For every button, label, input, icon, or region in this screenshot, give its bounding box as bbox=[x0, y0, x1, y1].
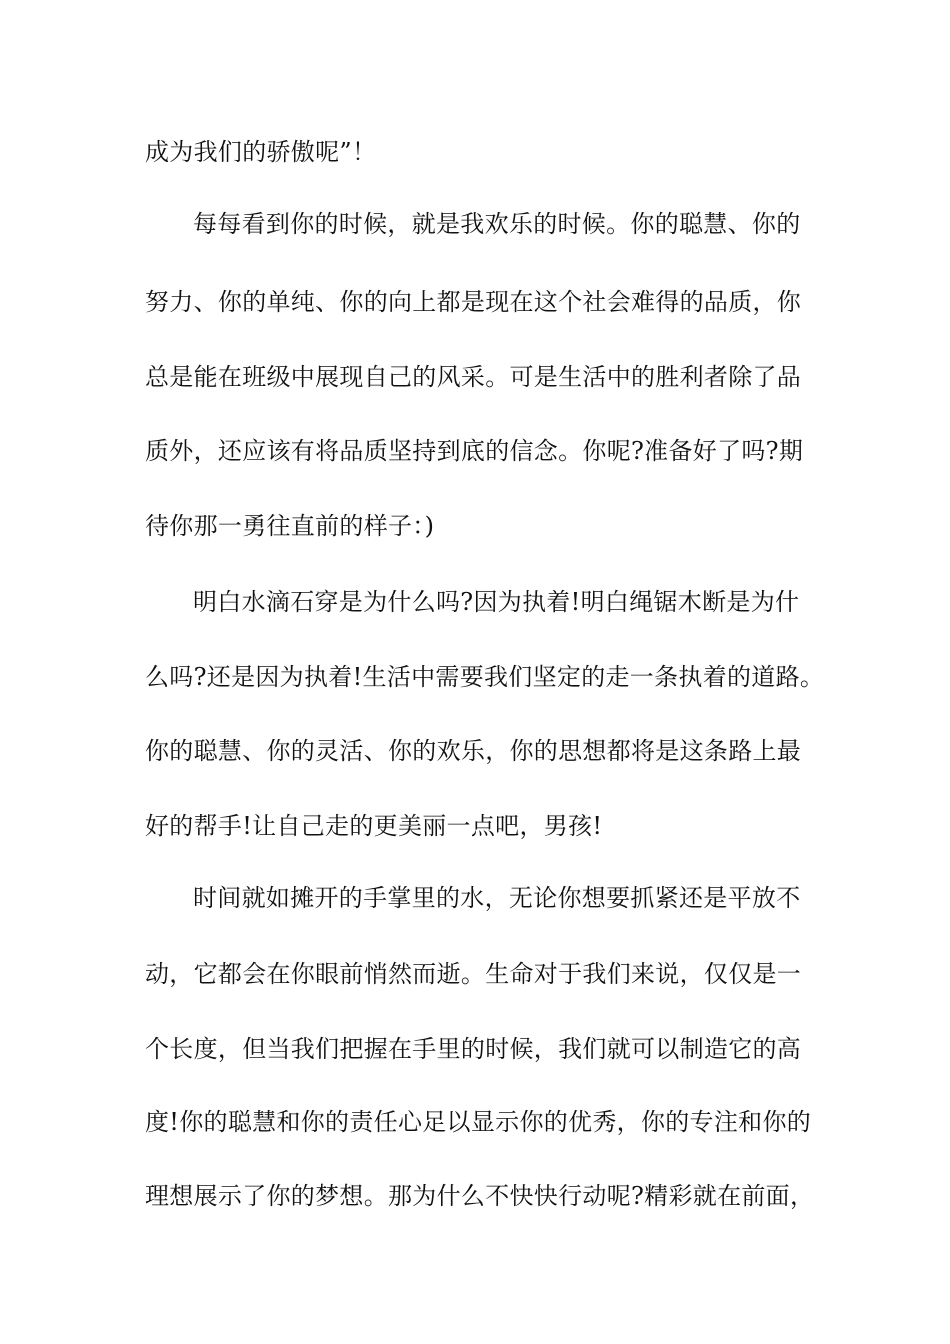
paragraph-first-line: 每每看到你的时候，就是我欢乐的时候。你的聪慧、你的 bbox=[193, 210, 801, 238]
text-line: 好的帮手!让自己走的更美丽一点吧，男孩! bbox=[145, 812, 603, 840]
text-line: 待你那一勇往直前的样子：) bbox=[145, 512, 435, 540]
text-line: 动，它都会在你眼前悄然而逝。生命对于我们来说，仅仅是一 bbox=[145, 960, 802, 988]
text-line: 总是能在班级中展现自己的风采。可是生活中的胜利者除了品 bbox=[145, 363, 802, 391]
paragraph-first-line: 时间就如摊开的手掌里的水，无论你想要抓紧还是平放不 bbox=[193, 884, 801, 912]
text-line: 努力、你的单纯、你的向上都是现在这个社会难得的品质，你 bbox=[145, 288, 802, 316]
text-line: 理想展示了你的梦想。那为什么不快快行动呢?精彩就在前面， bbox=[145, 1182, 815, 1210]
text-line: 质外，还应该有将品质坚持到底的信念。你呢?准备好了吗?期 bbox=[145, 437, 804, 465]
paragraph-first-line: 明白水滴石穿是为什么吗?因为执着!明白绳锯木断是为什 bbox=[193, 588, 800, 616]
text-line: 成为我们的骄傲呢”！ bbox=[145, 138, 377, 166]
text-line: 么吗?还是因为执着!生活中需要我们坚定的走一条执着的道路。 bbox=[145, 663, 825, 691]
text-line: 度!你的聪慧和你的责任心足以显示你的优秀，你的专注和你的 bbox=[145, 1108, 812, 1136]
text-line: 你的聪慧、你的灵活、你的欢乐，你的思想都将是这条路上最 bbox=[145, 737, 802, 765]
text-line: 个长度，但当我们把握在手里的时候，我们就可以制造它的高 bbox=[145, 1035, 802, 1063]
